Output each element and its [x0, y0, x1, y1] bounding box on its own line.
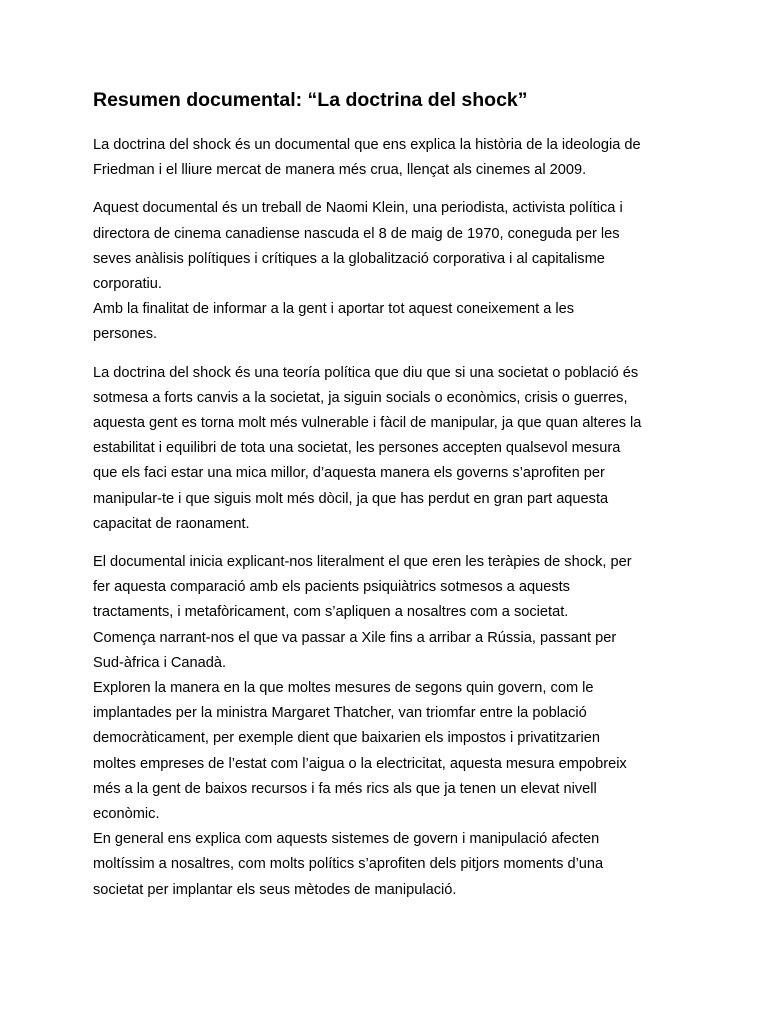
text-line: directora de cinema canadiense nascuda el 8 de maig de 1970, coneguda per les	[93, 225, 620, 242]
text-line: Exploren la manera en la que moltes mesures de segons quin govern, com le	[93, 680, 594, 697]
text-line: Amb la finalitat de informar a la gent i aportar tot aquest coneixement a les	[93, 301, 575, 318]
text-line: aquesta gent es torna molt més vulnerable i fàcil de manipular, ja que quan alteres la	[93, 415, 642, 432]
paragraph-intro	[93, 133, 683, 183]
text-line: sotmesa a forts canvis a la societat, ja siguin socials o econòmics, crisis o guerres,	[93, 389, 628, 406]
paragraph-content	[93, 550, 683, 903]
text-line: moltíssim a nosaltres, com molts polítics s’aprofiten dels pitjors moments d’una	[93, 856, 604, 873]
text-line: tractaments, i metafòricament, com s’apliquen a nosaltres com a societat.	[93, 604, 569, 621]
text-line: En general ens explica com aquests sistemes de govern i manipulació afecten	[93, 831, 600, 848]
text-line: econòmic.	[93, 806, 160, 823]
text-line: democràticament, per exemple dient que baixarien els impostos i privatitzarien	[93, 730, 600, 747]
text-line: estabilitat i equilibri de tota una societat, les persones accepten qualsevol mesura	[93, 440, 621, 457]
text-line: seves anàlisis polítiques i crítiques a la globalització corporativa i al capitalisme	[93, 250, 605, 267]
text-line: Comença narrant-nos el que va passar a Xile fins a arribar a Rússia, passant per	[93, 629, 617, 646]
text-line: Aquest documental és un treball de Naomi Klein, una periodista, activista política i	[93, 200, 623, 217]
paragraph-theory	[93, 361, 683, 537]
document-page	[93, 86, 683, 916]
paragraph-author	[93, 196, 683, 347]
text-line: Sud-àfrica i Canadà.	[93, 654, 227, 671]
text-line: moltes empreses de l’estat com l’aigua o la electricitat, aquesta mesura empobreix	[93, 755, 627, 772]
text-line: corporatiu.	[93, 276, 162, 293]
text-line: El documental inicia explicant-nos literalment el que eren les teràpies de shock, per	[93, 554, 632, 571]
text-line: manipular-te i que siguis molt més dòcil, ja que has perdut en gran part aquesta	[93, 490, 609, 507]
text-line: més a la gent de baixos recursos i fa més rics als que ja tenen un elevat nivell	[93, 780, 597, 797]
text-line: Friedman i el lliure mercat de manera més crua, llençat als cinemes al 2009.	[93, 162, 587, 179]
text-line: que els faci estar una mica millor, d’aquesta manera els governs s’aprofiten per	[93, 465, 605, 482]
text-line: fer aquesta comparació amb els pacients psiquiàtrics sotmesos a aquests	[93, 579, 570, 596]
text-line: La doctrina del shock és un documental que ens explica la història de la ideologia de	[93, 137, 641, 153]
document-title: Resumen documental: “La doctrina del shock”	[93, 89, 528, 111]
text-line: La doctrina del shock és una teoría política que diu que si una societat o població és	[93, 364, 639, 381]
text-line: implantades per la ministra Margaret Thatcher, van triomfar entre la població	[93, 705, 587, 722]
text-line: societat per implantar els seus mètodes de manipulació.	[93, 881, 457, 898]
text-line: persones.	[93, 326, 158, 343]
text-line: capacitat de raonament.	[93, 515, 250, 532]
